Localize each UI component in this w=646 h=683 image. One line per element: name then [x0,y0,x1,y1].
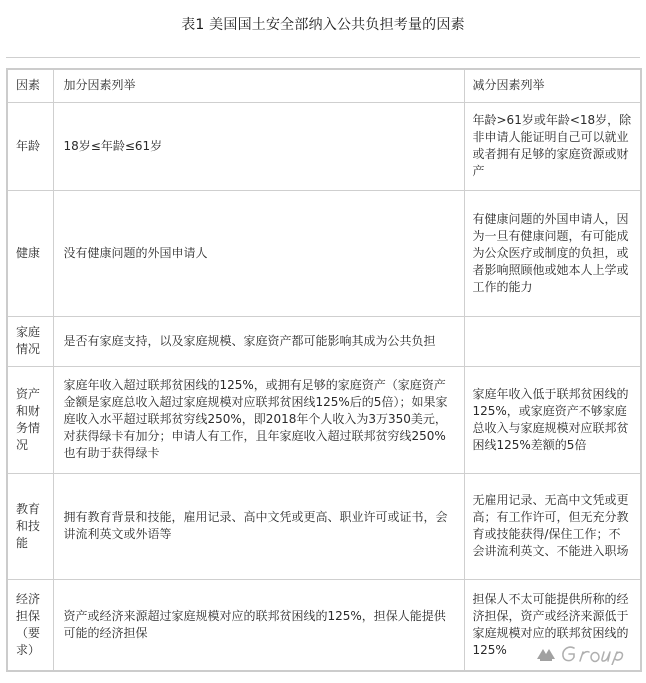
header-minus-factors: 减分因素列举 [464,69,641,102]
minus-cell: 有健康问题的外国申请人，因为一旦有健康问题，有可能成为公众医疗或制度的负担，或者影响照顾他或她本人上学或工作的能力 [464,190,641,316]
table-row-assets [7,366,641,473]
table-row-family [7,316,641,366]
plus-cell: 是否有家庭支持，以及家庭规模、家庭资产都可能影响其成为公共负担 [53,316,464,366]
minus-cell [464,316,641,366]
minus-cell: 担保人不太可能提供所称的经济担保，资产或经济来源低于家庭规模对应的联邦贫困线的125% [464,579,641,671]
factor-cell: 家庭情况 [7,316,53,366]
table-row-age [7,102,641,190]
factor-cell: 教育和技能 [7,473,53,579]
title-divider [6,57,640,58]
watermark-wordmark [560,643,640,665]
plus-cell: 家庭年收入超过联邦贫困线的125%，或拥有足够的家庭资产（家庭资产金额是家庭总收入超过家庭规模对应联邦贫困线125%后的5倍）；如果家庭收入水平超过联邦贫穷线250%，即2018年个人收入为3万350美元，对获得绿卡有加分；申请人有工作，且年家庭收入超过联邦贫穷线250%也有助于获得绿卡 [53,366,464,473]
factor-cell: 资产和财务情况 [7,366,53,473]
table-row-health [7,190,641,316]
plus-cell: 拥有教育背景和技能，雇用记录、高中文凭或更高、职业许可或证书，会讲流利英文或外语等 [53,473,464,579]
table-row-education [7,473,641,579]
plus-cell: 资产或经济来源超过家庭规模对应的联邦贫困线的125%，担保人能提供可能的经济担保 [53,579,464,671]
public-charge-factors-table [6,68,642,672]
minus-cell: 无雇用记录、无高中文凭或更高；有工作许可，但无充分教育或技能获得/保住工作；不会讲流利英文、不能进入职场 [464,473,641,579]
table-header-row [7,69,641,102]
header-plus-factors: 加分因素列举 [53,69,464,102]
plus-cell: 没有健康问题的外国申请人 [53,190,464,316]
header-factor: 因素 [7,69,53,102]
group-logo-icon [536,646,556,662]
factor-cell: 经济担保（要求） [7,579,53,671]
plus-cell: 18岁≤年龄≤61岁 [53,102,464,190]
table-title: 表1 美国国土安全部纳入公共负担考量的因素 [181,17,465,33]
factor-cell: 年龄 [7,102,53,190]
watermark [536,640,640,668]
minus-cell: 年龄>61岁或年龄<18岁，除非申请人能证明自己可以就业或者拥有足够的家庭资源或财产 [464,102,641,190]
factor-cell: 健康 [7,190,53,316]
minus-cell: 家庭年收入低于联邦贫困线的125%，或家庭资产不够家庭总收入与家庭规模对应联邦贫困线125%差额的5倍 [464,366,641,473]
